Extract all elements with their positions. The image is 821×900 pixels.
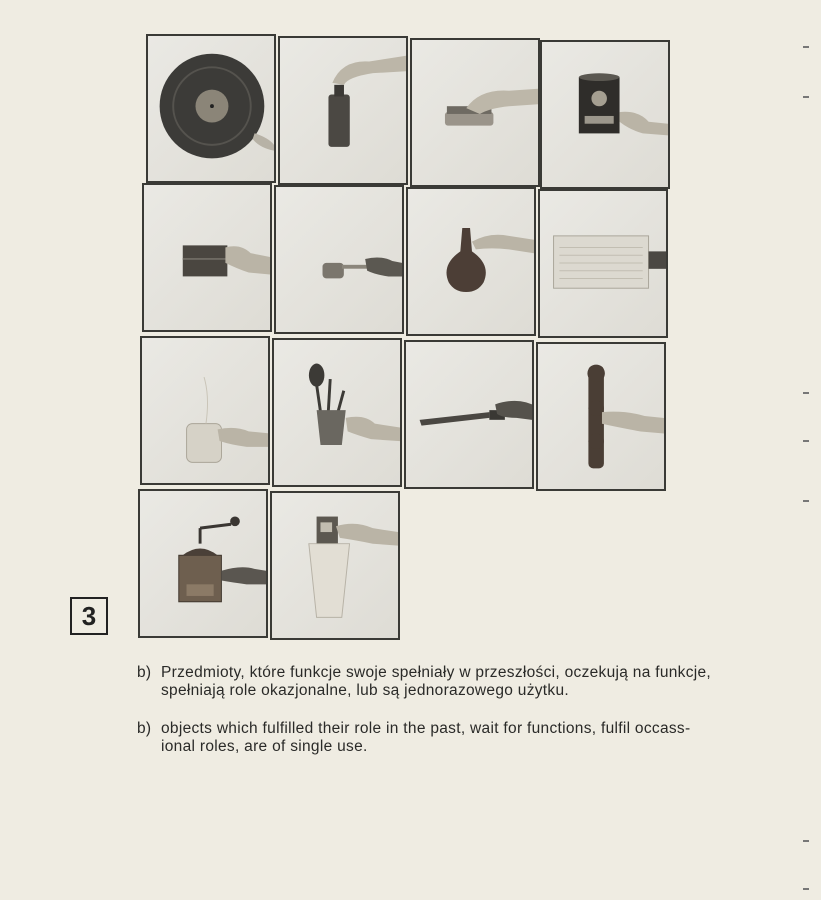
photo-tin-can [540,40,670,189]
photo-carved-figure [536,342,666,491]
page-number-box [70,597,108,635]
photo-coffee-grinder [138,489,268,638]
caption-polish [137,664,797,700]
photo-bottle-with-dropper [278,36,408,185]
caption-english [137,720,797,756]
page-number: 3 [81,600,97,631]
margin-mark [803,500,809,502]
margin-mark [803,840,809,842]
photo-box [142,183,272,332]
photo-knife [404,340,534,489]
photo-brush [410,38,540,187]
caption-polish-line1: Przedmioty, które funkcje swoje spełniały w przeszłości, oczekują na funkcje, [161,664,712,681]
photo-grater [538,189,668,338]
caption-english-line2: ional roles, are of single use. [161,738,368,755]
margin-mark [803,392,809,394]
photo-carafe [406,187,536,336]
caption-polish-line2: spełniają role okazjonalne, lub są jednorazowego użytku. [161,682,569,699]
photo-glass-jar [140,336,270,485]
margin-mark [803,440,809,442]
margin-mark [803,46,809,48]
caption-english-line1: objects which fulfilled their role in the past, wait for functions, fulfil occass- [161,720,691,737]
photo-utensil-jug [272,338,402,487]
photo-glass-with-carton [270,491,400,640]
margin-mark [803,96,809,98]
photo-tape-measure [274,185,404,334]
margin-mark [803,888,809,890]
caption-english-prefix: b) [137,720,152,737]
photo-vinyl-record [146,34,276,183]
photo-grid [138,34,670,640]
caption-polish-prefix: b) [137,664,152,681]
